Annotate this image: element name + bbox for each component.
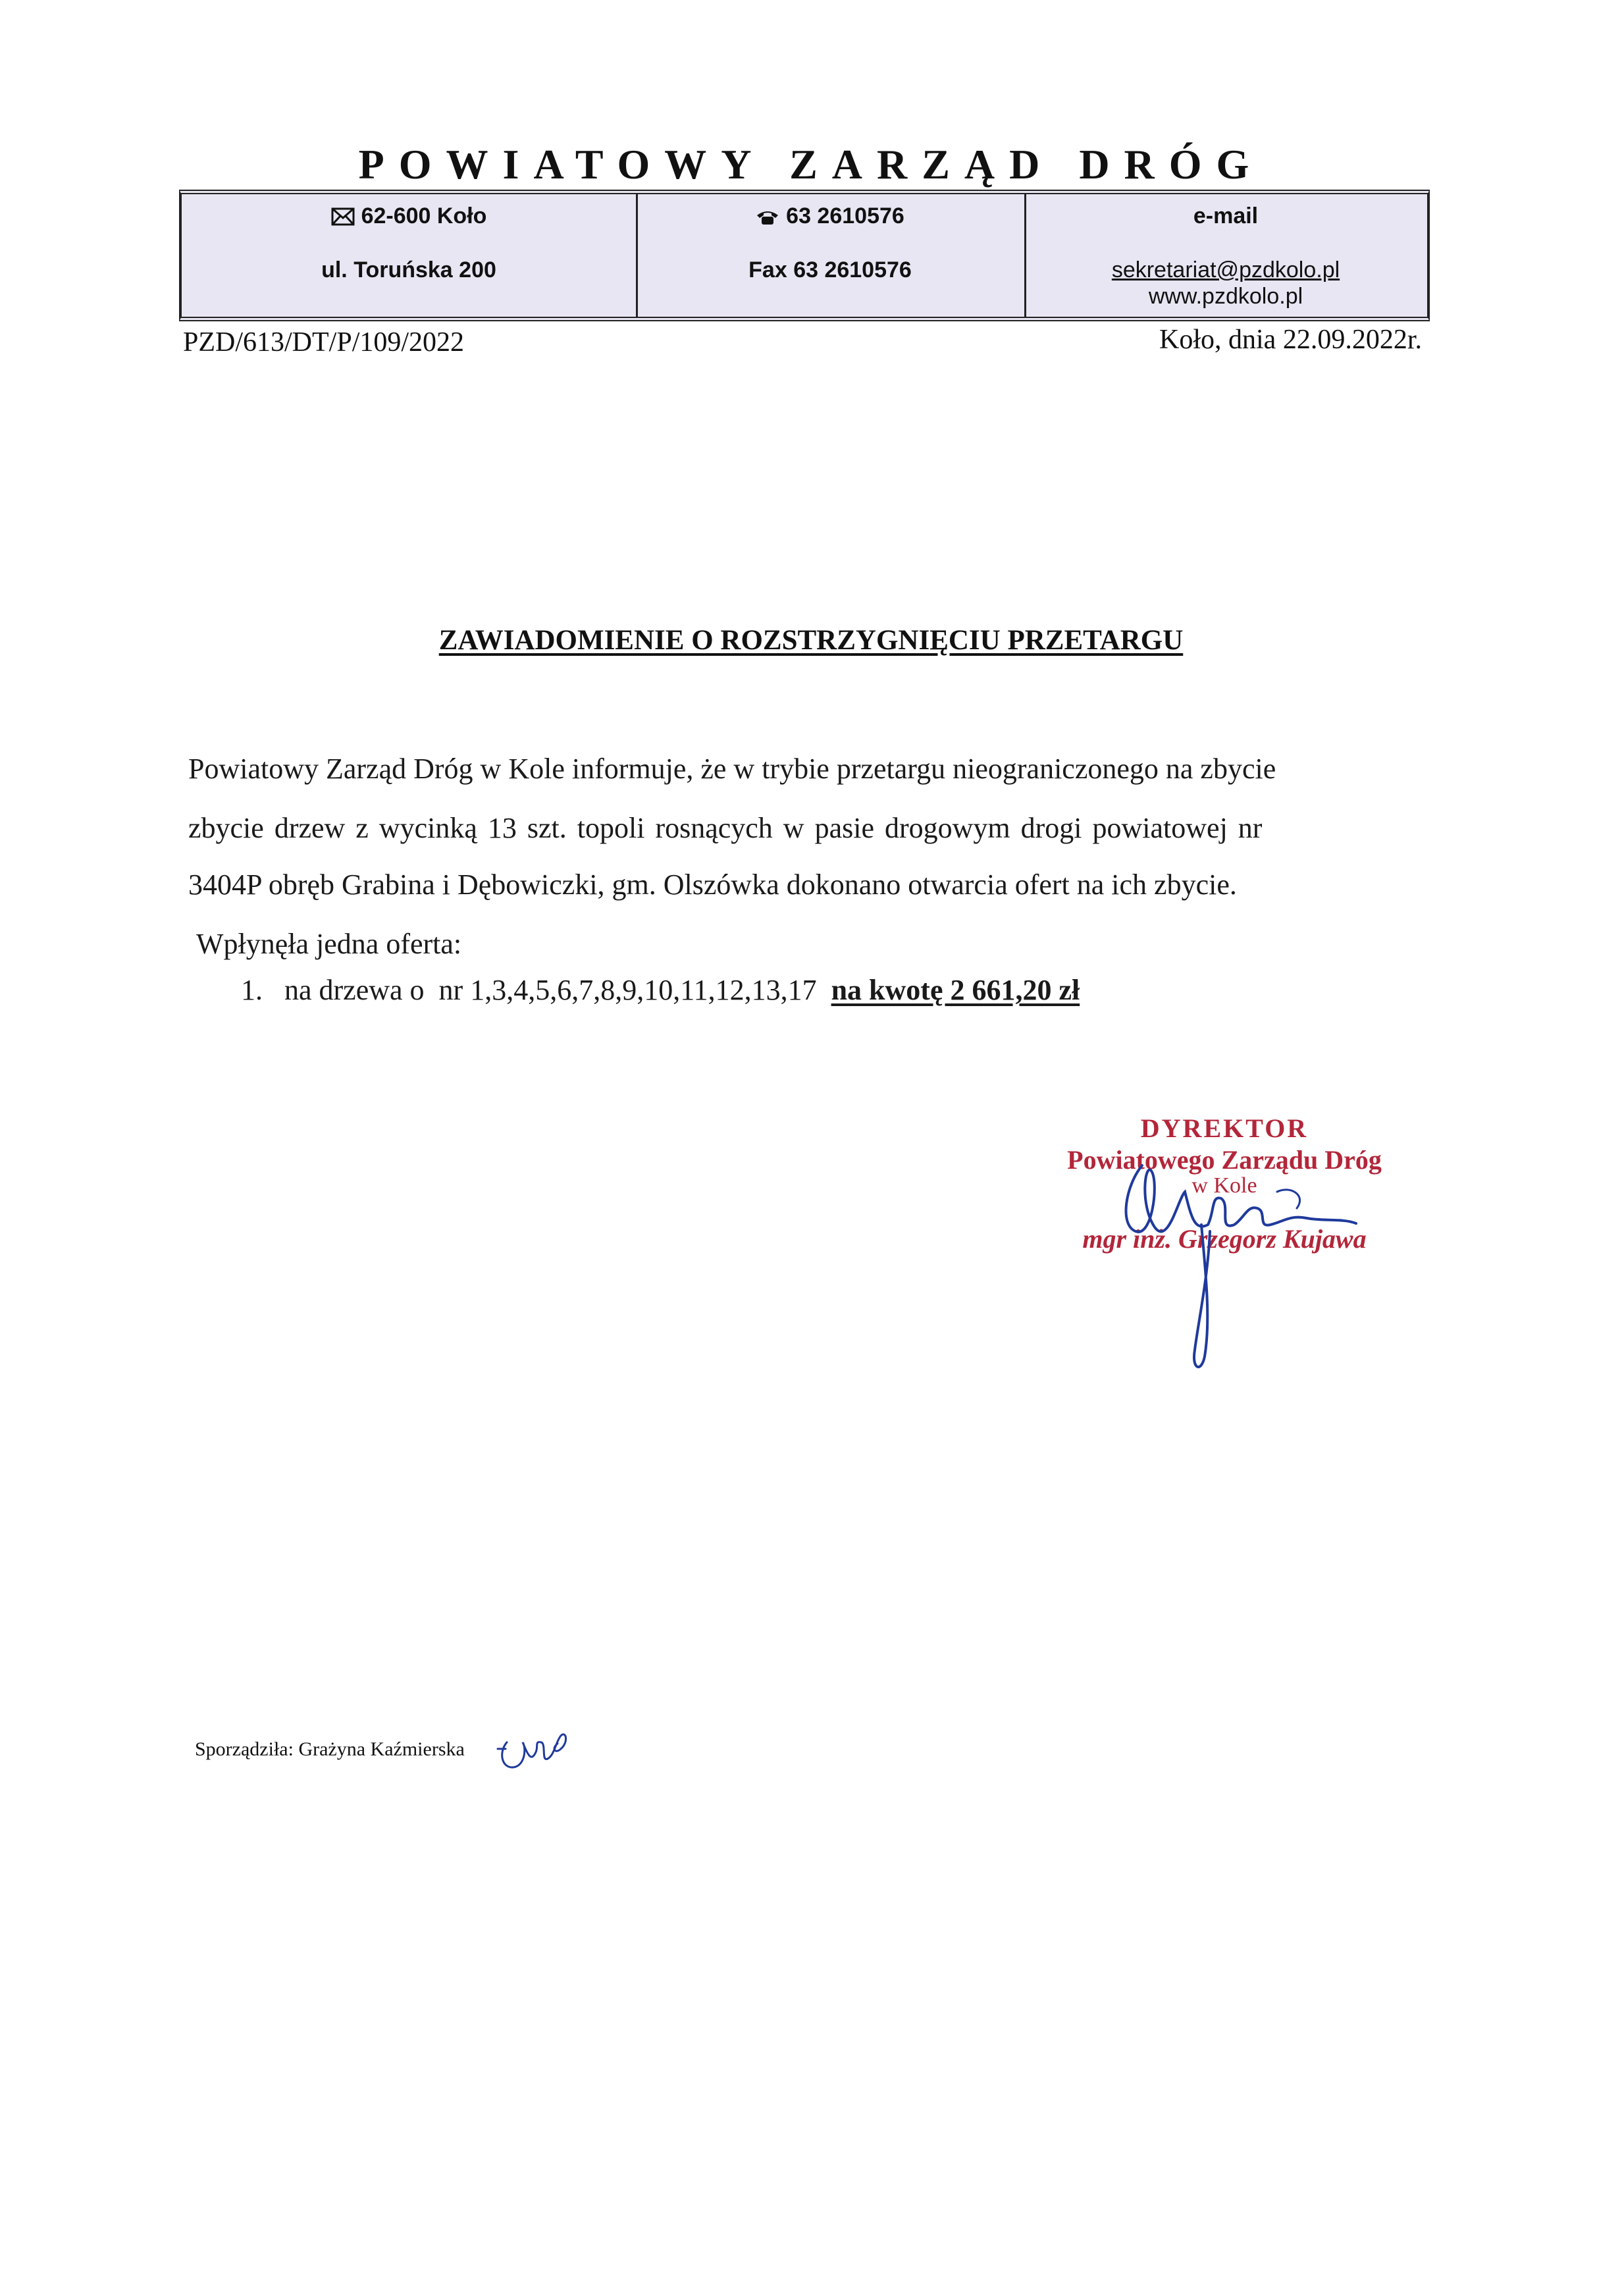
envelope-icon [331,206,355,232]
offer-item-text: na drzewa o nr 1,3,4,5,6,7,8,9,10,11,12,13,17 [284,974,831,1006]
organization-title: POWIATOWY ZARZĄD DRÓG [358,141,1264,188]
body-line-3: 3404P obręb Grabina i Dębowiczki, gm. Olszówka dokonano otwarcia ofert na ich zbycie. [188,868,1237,901]
phone-number-text: 63 2610576 [786,203,904,228]
postal-code-text: 62-600 Koło [361,203,487,228]
phone-cell [636,194,1026,317]
preparer-signature [495,1722,574,1775]
letterhead-contact-table [179,190,1430,321]
email-link[interactable]: sekretariat@pzdkolo.pl [1111,257,1340,282]
address-cell [182,194,638,317]
email-label: e-mail [1193,203,1259,228]
stamp-name: mgr inż. Grzegorz Kujawa [1082,1224,1367,1254]
offer-list-item [241,973,1080,1007]
stamp-place: w Kole [1191,1173,1257,1198]
offer-label: Wpłynęła jedna oferta: [196,928,462,960]
offer-item-amount: na kwotę 2 661,20 zł [831,974,1080,1006]
street-text: ul. Toruńska 200 [321,257,496,282]
notice-title [0,624,1622,656]
reference-number: PZD/613/DT/P/109/2022 [183,327,465,358]
body-line-1: Powiatowy Zarząd Dróg w Kole informuje, że w trybie przetargu nieograniczonego na zbycie [188,753,1276,785]
prepared-by: Sporządziła: Grażyna Kaźmierska [195,1738,465,1760]
notice-title-text: ZAWIADOMIENIE O ROZSTRZYGNIĘCIU PRZETARGU [438,625,1184,656]
telephone-icon [756,206,779,232]
email-cell [1024,194,1427,317]
phone-line [636,203,1024,232]
offer-item-number: 1. [241,974,263,1006]
place-and-date: Koło, dnia 22.09.2022r. [1159,325,1422,355]
director-signature [1080,1146,1382,1383]
stamp-organization: Powiatowego Zarządu Dróg [1067,1145,1382,1175]
stamp-title: DYREKTOR [1140,1113,1309,1143]
postal-line [182,203,636,232]
body-line-2: zbycie drzew z wycinką 13 szt. topoli rosnących w pasie drogowym drogi powiatowej nr [188,812,1263,844]
website-link[interactable]: www.pzdkolo.pl [1148,284,1303,309]
fax-text: Fax 63 2610576 [748,257,912,282]
